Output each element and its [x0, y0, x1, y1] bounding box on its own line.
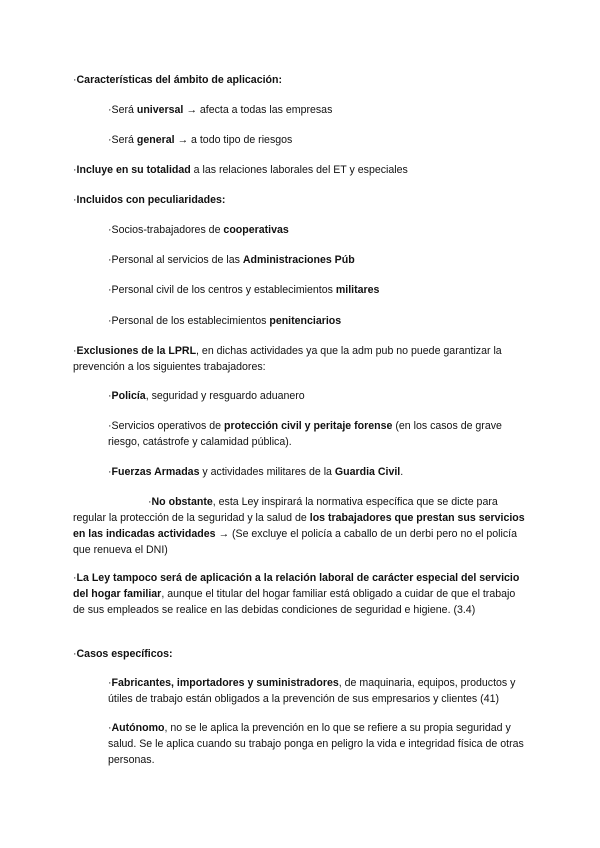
item-manufacturers: ·Fabricantes, importadores y suministradores, de maquinaria, equipos, productos y útiles de trabajo están obligados a la prevención de sus empresarios y clientes (41)	[108, 677, 516, 705]
item-military: ·Personal civil de los centros y establecimientos militares	[108, 284, 380, 296]
item-civil-protection: ·Servicios operativos de protección civil y peritaje forense (en los casos de grave riesgo, catástrofe y calamidad pública).	[108, 420, 502, 448]
item-police: ·Policía, seguridad y resguardo aduanero	[108, 390, 305, 402]
heading-included-peculiarities: ·Incluidos con peculiaridades:	[73, 194, 226, 206]
item-armed-forces: ·Fuerzas Armadas y actividades militares de la Guardia Civil.	[108, 466, 404, 478]
paragraph-nevertheless: ·No obstante, esta Ley inspirará la normativa específica que se dicte para regular la protección de la seguridad y la salud de los trabajadores que prestan sus servicios en las indicadas actividades → (Se excluye el policía a caballo de un derbi pero no el policía que renueva el DNI)	[73, 496, 525, 556]
item-universal: ·Será universal → afecta a todas las empresas	[108, 104, 333, 116]
heading-scope-characteristics: ·Características del ámbito de aplicación:	[73, 74, 283, 86]
item-penitentiary: ·Personal de los establecimientos penitenciarios	[108, 315, 342, 327]
item-cooperatives: ·Socios-trabajadores de cooperativas	[108, 224, 289, 236]
item-self-employed: ·Autónomo, no se le aplica la prevención en lo que se refiere a su propia seguridad y salud. Se le aplica cuando su trabajo ponga en peligro la vida e integridad física de otras personas.	[108, 722, 524, 766]
paragraph-exclusions: ·Exclusiones de la LPRL, en dichas actividades ya que la adm pub no puede garantizar la prevención a los siguientes trabajadores:	[73, 345, 502, 373]
heading-specific-cases: ·Casos específicos:	[73, 648, 173, 660]
item-public-administration: ·Personal al servicios de las Administraciones Púb	[108, 254, 355, 266]
paragraph-included-fully: ·Incluye en su totalidad a las relaciones laborales del ET y especiales	[73, 164, 408, 176]
item-general: ·Será general → a todo tipo de riesgos	[108, 134, 293, 146]
paragraph-domestic-service: ·La Ley tampoco será de aplicación a la relación laboral de carácter especial del servicio del hogar familiar, aunque el titular del hogar familiar está obligado a cuidar de que el trabajo de sus empleados se realice en las debidas condiciones de seguridad e higiene. (3.4)	[73, 572, 520, 616]
